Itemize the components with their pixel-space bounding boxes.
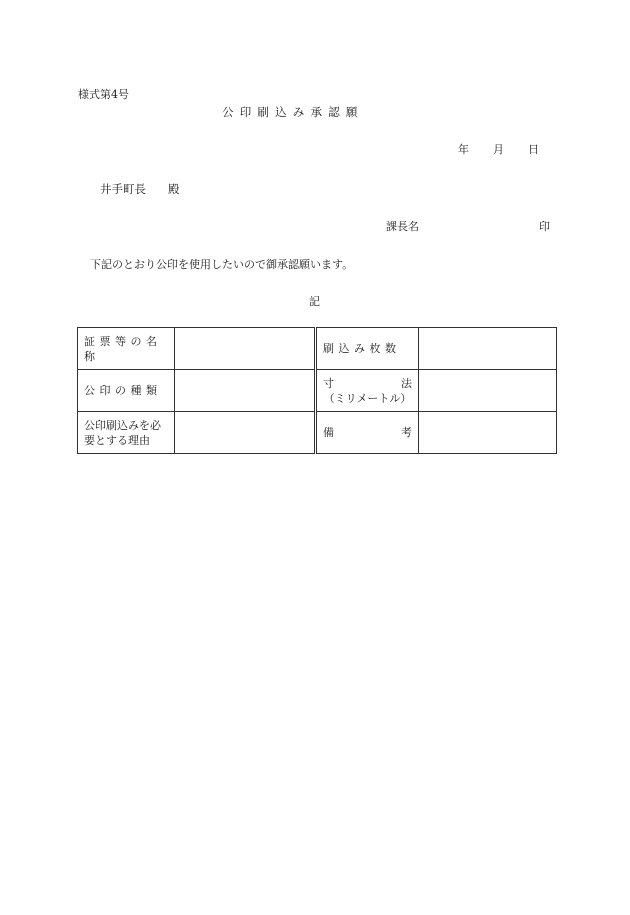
addressee-honorific: 殿 — [168, 182, 180, 196]
approval-table — [77, 327, 557, 454]
label-print-count: 刷込み枚数 — [316, 328, 419, 370]
table-row — [78, 328, 557, 370]
document-title: 公印刷込み承認願 — [222, 105, 364, 119]
addressee — [100, 181, 180, 197]
month-label: 月 — [493, 143, 504, 156]
label-reason: 公印刷込みを必 要とする理由 — [78, 412, 175, 454]
label-remarks — [316, 412, 419, 454]
label-dimensions — [316, 370, 419, 412]
remarks-label-right: 考 — [401, 426, 412, 439]
ki-heading: 記 — [309, 295, 320, 308]
seal-mark: 印 — [539, 220, 550, 233]
value-document-name[interactable] — [175, 328, 316, 370]
value-reason[interactable] — [175, 412, 316, 454]
value-seal-type[interactable] — [175, 370, 316, 412]
label-seal-type: 公印の種類 — [78, 370, 175, 412]
request-text: 下記のとおり公印を使用したいので御承認願います。 — [90, 258, 354, 271]
dimensions-unit: （ミリメートル） — [323, 391, 412, 405]
remarks-label-left: 備 — [323, 426, 334, 439]
section-chief-label: 課長名 — [386, 220, 419, 233]
table-row — [78, 370, 557, 412]
label-document-name: 証票等の名称 — [78, 328, 175, 370]
dimensions-label-left: 寸 — [323, 376, 334, 390]
day-label: 日 — [528, 143, 539, 156]
addressee-name: 井手町長 — [100, 182, 146, 196]
date-line — [458, 141, 539, 157]
year-label: 年 — [458, 143, 469, 156]
value-remarks[interactable] — [419, 412, 557, 454]
value-print-count[interactable] — [419, 328, 557, 370]
table-row — [78, 412, 557, 454]
value-dimensions[interactable] — [419, 370, 557, 412]
dimensions-label-right: 法 — [401, 376, 412, 390]
form-number: 様式第4号 — [78, 88, 129, 101]
